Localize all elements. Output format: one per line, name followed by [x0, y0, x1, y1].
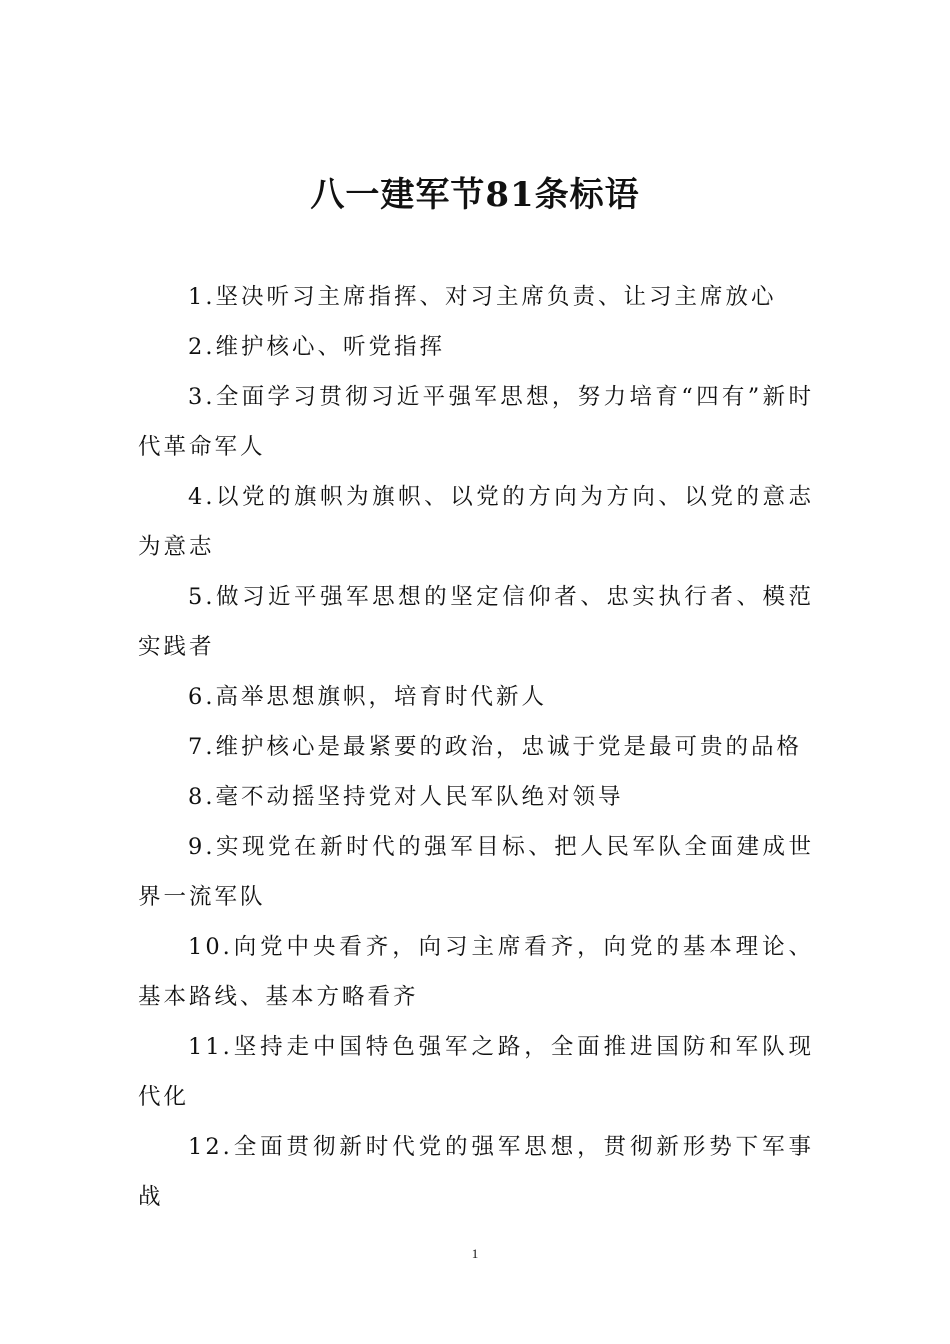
slogan-item-9: 9.实现党在新时代的强军目标、把人民军队全面建成世界一流军队 — [138, 834, 814, 910]
slogan-item-1: 1.坚决听习主席指挥、对习主席负责、让习主席放心 — [188, 284, 777, 310]
slogan-item-11: 11.坚持走中国特色强军之路，全面推进国防和军队现代化 — [138, 1034, 814, 1110]
page-number: 1 — [471, 1246, 479, 1261]
slogan-item-2: 2.维护核心、听党指挥 — [188, 334, 445, 360]
slogan-item-8: 8.毫不动摇坚持党对人民军队绝对领导 — [188, 784, 624, 810]
slogan-item-4: 4.以党的旗帜为旗帜、以党的方向为方向、以党的意志为意志 — [138, 484, 814, 560]
slogan-item-12: 12.全面贯彻新时代党的强军思想，贯彻新形势下军事战 — [138, 1134, 814, 1210]
slogan-item-3: 3.全面学习贯彻习近平强军思想，努力培育“四有”新时代革命军人 — [138, 384, 814, 460]
slogan-item-6: 6.高举思想旗帜，培育时代新人 — [188, 684, 547, 710]
slogan-list — [138, 272, 814, 1222]
slogan-item-10: 10.向党中央看齐，向习主席看齐，向党的基本理论、基本路线、基本方略看齐 — [138, 934, 814, 1010]
document-title: 八一建军节81条标语 — [310, 175, 640, 215]
slogan-item-5: 5.做习近平强军思想的坚定信仰者、忠实执行者、模范实践者 — [138, 584, 814, 660]
slogan-item-7: 7.维护核心是最紧要的政治，忠诚于党是最可贵的品格 — [188, 734, 802, 760]
